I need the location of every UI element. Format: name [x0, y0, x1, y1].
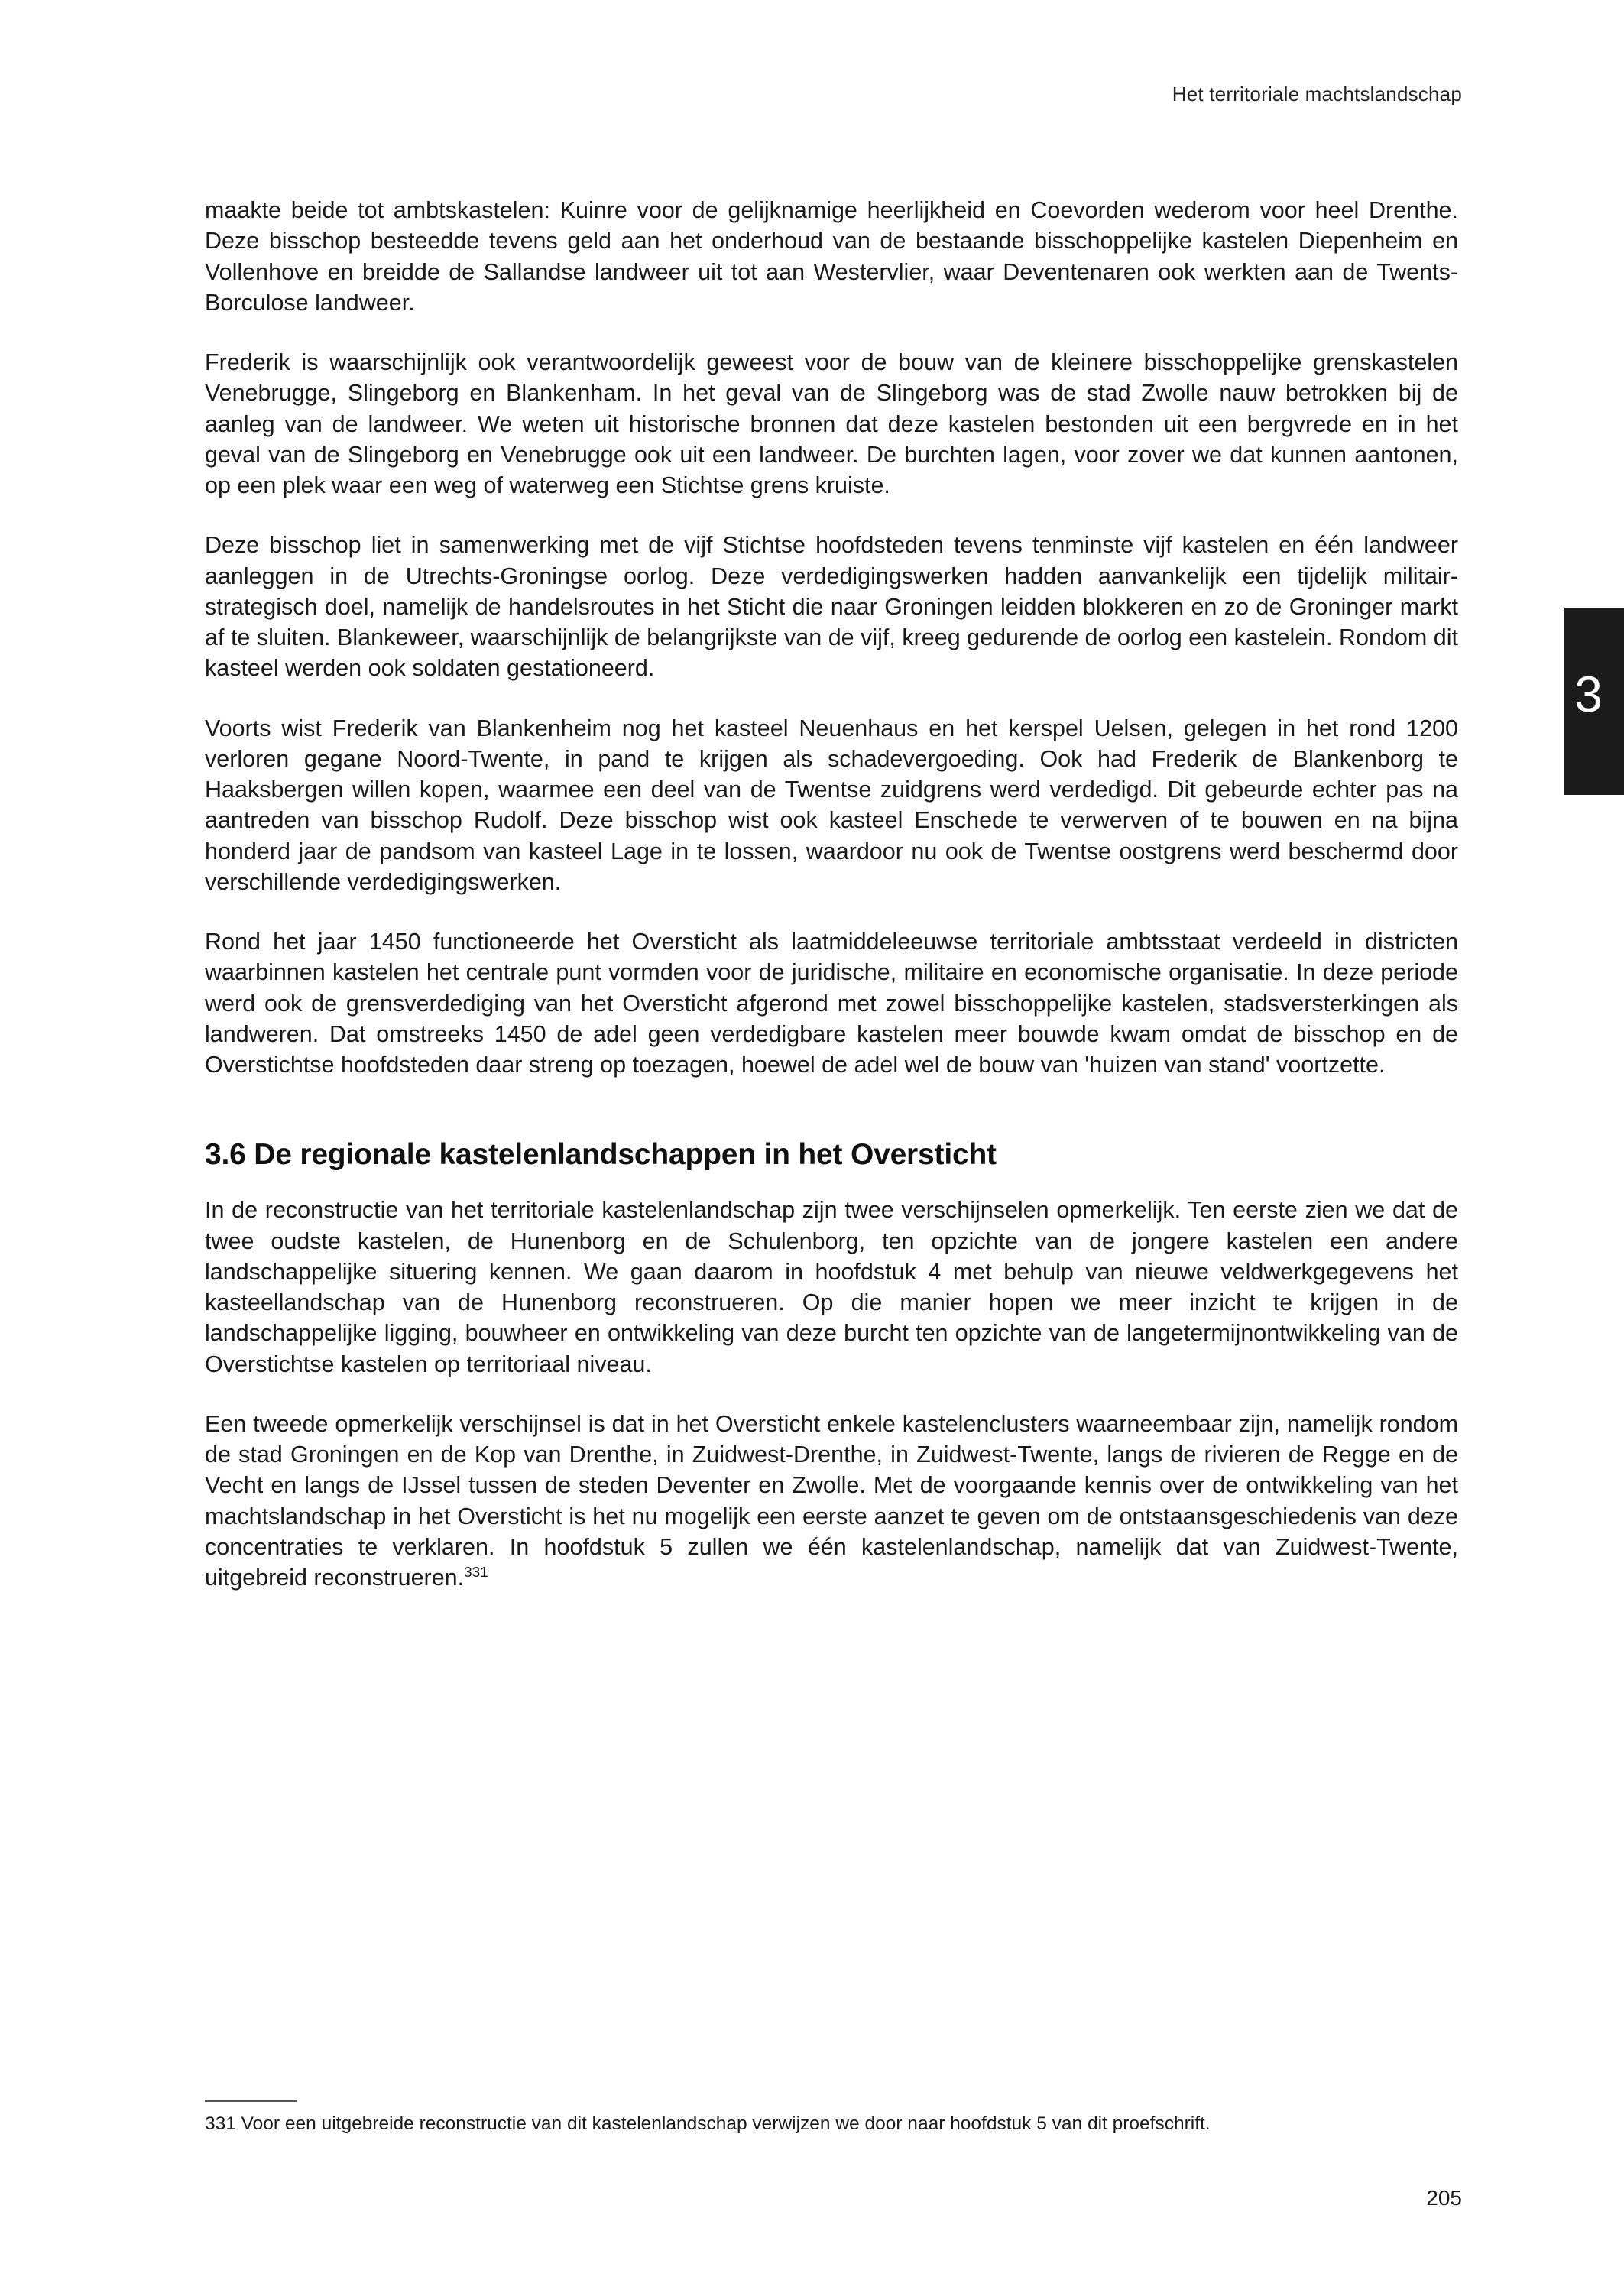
body-paragraph: Frederik is waarschijnlijk ook verantwoordelijk geweest voor de bouw van de kleinere bisschoppelijke grenskastelen Venebrugge, Slingeborg en Blankenham. In het geval van de Slingeborg was de stad Zwolle nauw betrokken bij de aanleg van de landweer. We weten uit historische bronnen dat deze kastelen bestonden uit een bergvrede en in het geval van de Slingeborg en Venebrugge ook uit een landweer. De burchten lagen, voor zover we dat kunnen aantonen, op een plek waar een weg of waterweg een Stichtse grens kruiste. — [205, 349, 1458, 498]
chapter-tab-number: 3 — [1574, 666, 1603, 722]
footnote-separator — [205, 2100, 297, 2102]
page-number: 205 — [1426, 2186, 1462, 2210]
page-content — [205, 195, 1458, 1593]
body-paragraph: Voorts wist Frederik van Blankenheim nog het kasteel Neuenhaus en het kerspel Uelsen, gelegen in het rond 1200 verloren gegane Noord-Twente, in pand te krijgen als schadevergoeding. Ook had Frederik de Blankenborg te Haaksbergen willen kopen, waarmee een deel van de Twentse zuidgrens werd verdedigd. Dit gebeurde echter pas na aantreden van bisschop Rudolf. Deze bisschop wist ook kasteel Enschede te verwerven of te bouwen en na bijna honderd jaar de pandsom van kasteel Lage in te lossen, waardoor nu ook de Twentse oostgrens werd beschermd door verschillende verdedigingswerken. — [205, 715, 1458, 895]
body-paragraph-text: Een tweede opmerkelijk verschijnsel is dat in het Oversticht enkele kastelenclusters waarneembaar zijn, namelijk rondom de stad Groningen en de Kop van Drenthe, in Zuidwest-Drenthe, in Zuidwest-Twente, langs de rivieren de Regge en de Vecht en langs de IJssel tussen de steden Deventer en Zwolle. Met de voorgaande kennis over de ontwikkeling van het machtslandschap in het Oversticht is het nu mogelijk een eerste aanzet te geven om de ontstaansgeschiedenis van deze concentraties te verklaren. In hoofdstuk 5 zullen we één kastelenlandschap, namelijk dat van Zuidwest-Twente, uitgebreid reconstrueren. — [205, 1410, 1458, 1591]
body-paragraph: maakte beide tot ambtskastelen: Kuinre voor de gelijknamige heerlijkheid en Coevorden wederom voor heel Drenthe. Deze bisschop besteedde tevens geld aan het onderhoud van de bestaande bisschoppelijke kastelen Diepenheim en Vollenhove en breidde de Sallandse landweer uit tot aan Westervlier, waar Deventenaren ook werkten aan de Twents-Borculose landweer. — [205, 197, 1458, 316]
body-paragraph: Deze bisschop liet in samenwerking met de vijf Stichtse hoofdsteden tevens tenminste vijf kastelen en één landweer aanleggen in de Utrechts-Groningse oorlog. Deze verdedigingswerken hadden aanvankelijk een tijdelijk militair-strategisch doel, namelijk de handelsroutes in het Sticht die naar Groningen leidden blokkeren en zo de Groninger markt af te sluiten. Blankeweer, waarschijnlijk de belangrijkste van de vijf, kreeg gedurende de oorlog een kastelein. Rondom dit kasteel werden ook soldaten gestationeerd. — [205, 532, 1458, 682]
body-paragraph: In de reconstructie van het territoriale kastelenlandschap zijn twee verschijnselen opmerkelijk. Ten eerste zien we dat de twee oudste kastelen, de Hunenborg en de Schulenborg, ten opzichte van de jongere kastelen een andere landschappelijke situering kennen. We gaan daarom in hoofdstuk 4 met behulp van nieuwe veldwerkgegevens het kasteellandschap van de Hunenborg reconstrueren. Op die manier hopen we meer inzicht te krijgen in de landschappelijke ligging, bouwheer en ontwikkeling van deze burcht ten opzichte van de langetermijnontwikkeling van de Overstichtse kastelen op territoriaal niveau. — [205, 1197, 1458, 1377]
footnote-marker: 331 — [464, 1564, 488, 1581]
footnote-area — [205, 2100, 1458, 2136]
running-head: Het territoriale machtslandschap — [1172, 83, 1462, 105]
body-paragraph-with-footnote — [205, 1409, 1458, 1594]
section-heading: 3.6 De regionale kastelenlandschappen in het Oversticht — [205, 1138, 997, 1172]
body-paragraph: Rond het jaar 1450 functioneerde het Oversticht als laatmiddeleeuwse territoriale ambtsstaat verdeeld in districten waarbinnen kastelen het centrale punt vormden voor de juridische, militaire en economische organisatie. In deze periode werd ook de grensverdediging van het Oversticht afgerond met zowel bisschoppelijke kastelen, stadsversterkingen als landweren. Dat omstreeks 1450 de adel geen verdedigbare kastelen meer bouwde kwam omdat de bisschop en de Overstichtse hoofdsteden daar streng op toezagen, hoewel de adel wel de bouw van 'huizen van stand' voortzette. — [205, 929, 1458, 1078]
footnote-text: 331 Voor een uitgebreide reconstructie van dit kastelenlandschap verwijzen we door naar hoofdstuk 5 van dit proefschrift. — [205, 2113, 1211, 2134]
